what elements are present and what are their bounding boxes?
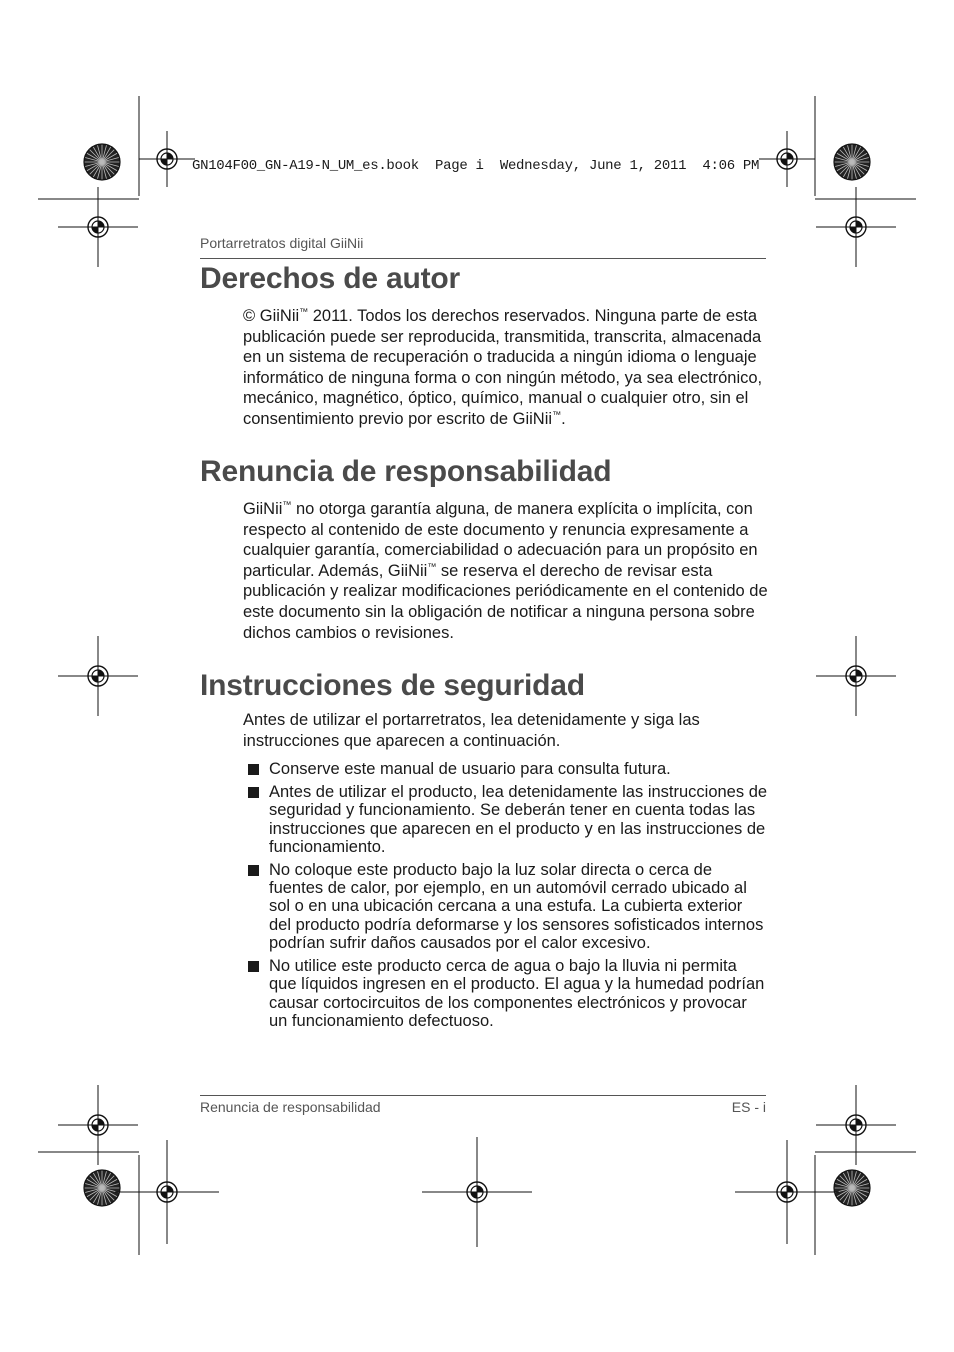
list-item: No coloque este producto bajo la luz solar directa o cerca de fuentes de calor, por ejemplo, en un automóvil cerrado ubicado al sol o en una ubicación cercana a una estufa. La cubierta exterior del producto podría deformarse y los sensores sofisticados internos podrían sufrir daños causados por el calor excesivo.	[243, 861, 768, 952]
heading-disclaimer: Renuncia de responsabilidad	[200, 455, 612, 488]
square-bullet-icon	[248, 961, 259, 972]
footer-page-number: ES - i	[731, 1099, 766, 1115]
heading-copyright: Derechos de autor	[200, 262, 461, 295]
running-header: Portarretratos digital GiiNii	[200, 235, 364, 251]
disclaimer-paragraph: GiiNii™ no otorga garantía alguna, de manera explícita o implícita, con respecto al contenido de este documento y renuncia expresamente a cualquier garantía, comerciabilidad o adecuación para un propósito en particular. Además, GiiNii™ se reserva el derecho de revisar esta publicación y realizar modificaciones periódicamente en el contenido de este documento sin la obligación de notificar a ninguna persona sobre dichos cambios o revisiones.	[243, 499, 768, 642]
print-slug-line: GN104F00_GN-A19-N_UM_es.book Page i Wednesday, June 1, 2011 4:06 PM	[192, 158, 760, 174]
square-bullet-icon	[248, 764, 259, 775]
heading-safety: Instrucciones de seguridad	[200, 669, 585, 702]
header-rule	[200, 258, 766, 259]
list-item: Conserve este manual de usuario para consulta futura.	[243, 760, 768, 778]
safety-intro: Antes de utilizar el portarretratos, lea detenidamente y siga las instrucciones que aparecen a continuación.	[243, 711, 700, 750]
safety-bullet-list	[243, 760, 768, 1035]
copyright-paragraph: © GiiNii™ 2011. Todos los derechos reservados. Ninguna parte de esta publicación puede ser reproducida, transmitida, transcrita, almacenada en un sistema de recuperación o traducida a ningún idioma o lenguaje informático de ninguna forma o con ningún método, ya sea electrónico, mecánico, magnético, óptico, químico, manual o cualquier otro, sin el consentimiento previo por escrito de GiiNii™.	[243, 306, 763, 428]
list-item: Antes de utilizar el producto, lea detenidamente las instrucciones de seguridad y funcionamiento. Se deberán tener en cuenta todas las instrucciones que aparecen en el producto y en las instrucciones de funcionamiento.	[243, 783, 768, 856]
square-bullet-icon	[248, 787, 259, 798]
footer-rule	[200, 1095, 766, 1096]
list-item: No utilice este producto cerca de agua o bajo la lluvia ni permita que líquidos ingresen en el producto. El agua y la humedad podrían causar cortocircuitos de los componentes electrónicos y provocar un funcionamiento defectuoso.	[243, 957, 768, 1030]
square-bullet-icon	[248, 865, 259, 876]
footer-section-name: Renuncia de responsabilidad	[200, 1099, 381, 1115]
